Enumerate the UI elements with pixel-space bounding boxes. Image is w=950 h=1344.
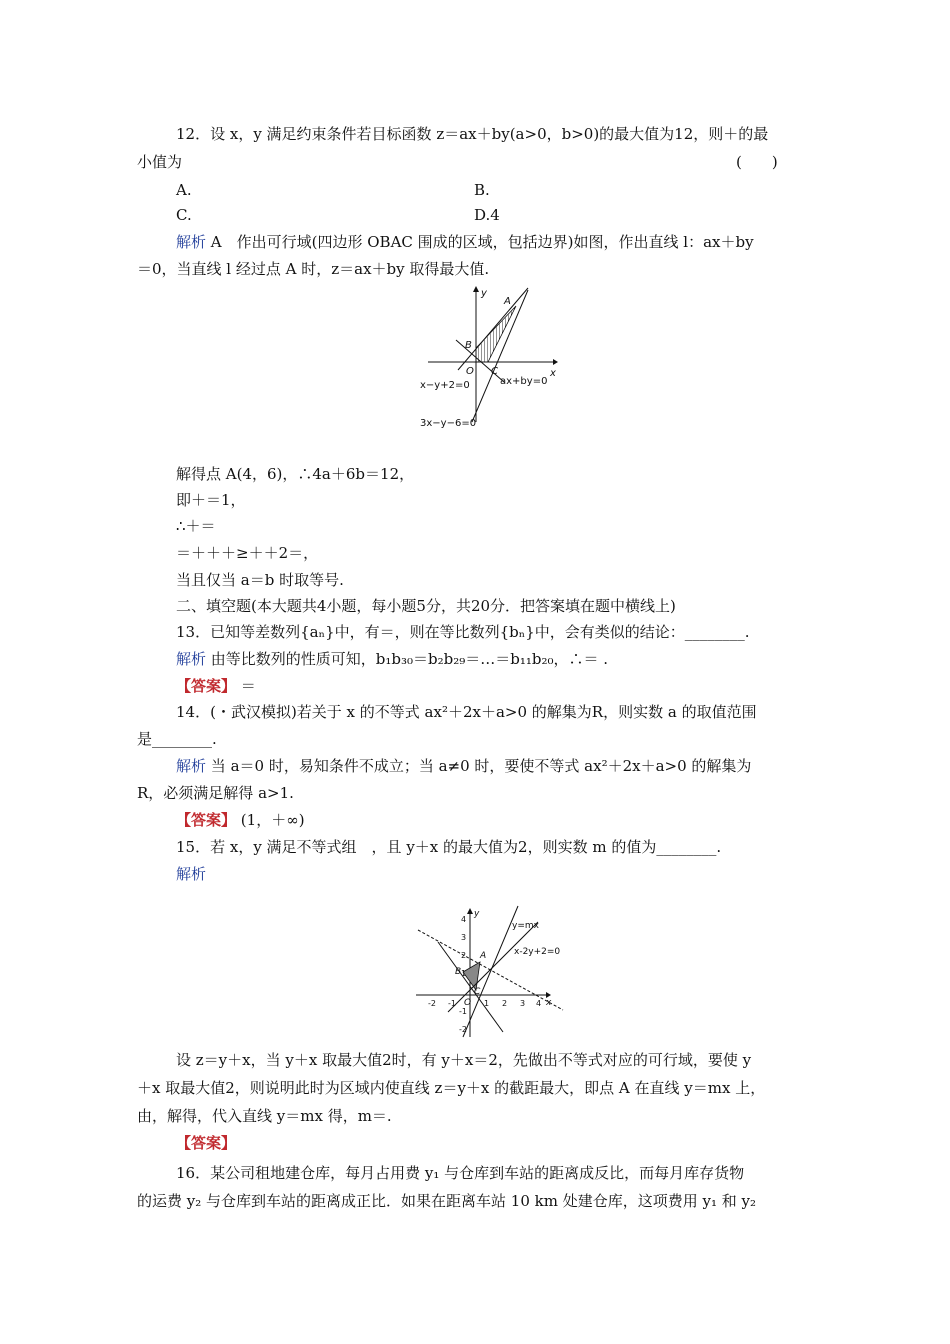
fig1-y-label: y [481,288,487,299]
fig2-xtick: 1 [484,999,490,1008]
fig2-x-label: x [546,998,552,1008]
q12-option-a: A. [176,181,192,199]
q14-answer-tag: 【答案】 [176,811,237,829]
fig1-point-c: C [491,366,498,377]
q13-solution [176,649,608,669]
section-2-heading: 二、填空题(本大题共4小题，每小题5分，共20分．把答案填在题中横线上) [176,597,676,615]
y-axis-arrow-icon [467,908,473,914]
q13-jiexi-label: 解析 [176,650,207,668]
q12-solution-line2: ＝0，当直线 l 经过点 A 时，z＝ax＋by 取得最大值. [137,260,490,278]
q12-solution-text1: A 作出可行域(四边形 OBAC 围成的区域，包括边界)如图，作出直线 l：ax＋by [210,233,754,251]
fig1-line-label-1: x−y+2=0 [420,380,470,391]
fig1-point-a: A [504,296,511,307]
fig2-xtick: 4 [536,999,542,1008]
q13-stem: 13．已知等差数列{aₙ}中，有＝，则在等比数列{bₙ}中，会有类似的结论：________. [176,623,750,641]
q13-answer-text: ＝ [240,677,256,695]
q15-solution-line2: ＋x 取最大值2，则说明此时为区域内使直线 z＝y＋x 的截距最大，即点 A 在直线 y＝mx 上， [137,1079,766,1097]
fig1-x-label: x [550,368,556,379]
q15-answer-tag: 【答案】 [176,1134,237,1152]
fig2-xtick: -1 [448,999,456,1008]
q12-feasible-region-figure [418,282,568,432]
fig1-point-b: B [465,340,472,351]
q14-solution-line1 [176,756,751,776]
q12-option-d: D.4 [474,206,500,224]
fig2-point-a: A [480,951,487,961]
q12-option-c: C. [176,206,192,224]
q12-option-b: B. [474,181,490,199]
q13-answer [176,676,256,696]
q16-line2: 的运费 y₂ 与仓库到车站的距离成正比．如果在距离车站 10 km 处建仓库，这项费用 y₁ 和 y₂ [137,1192,757,1210]
q13-solution-text: 由等比数列的性质可知，b₁b₃₀＝b₂b₂₉＝…＝b₁₁b₂₀，∴＝ . [210,650,609,668]
fig2-line-label-1: y=mx [512,921,539,931]
fig1-line-label-2: ax+by=0 [500,376,548,387]
q12-after-line5: 当且仅当 a＝b 时取等号. [176,571,344,589]
q15-jiexi-label: 解析 [176,865,207,883]
q12-stem-line2: 小值为 [137,153,183,171]
q14-solution-text1: 当 a＝0 时，易知条件不成立；当 a≠0 时，要使不等式 ax²＋2x＋a>0 的解集为 [210,757,752,775]
line-x-2y-2-dashed [418,930,563,1010]
q13-answer-tag: 【答案】 [176,677,237,695]
q12-after-line2: 即＋＝1， [176,491,246,509]
fig2-ytick: -2 [459,1025,467,1034]
fig2-ytick: 4 [461,915,467,924]
fig2-point-o: O [464,998,472,1008]
q12-answer-paren: ( ) [736,153,778,171]
fig2-ytick: -1 [459,1007,467,1016]
q14-answer [176,810,305,830]
q15-stem: 15．若 x，y 满足不等式组 ，且 y＋x 的最大值为2，则实数 m 的值为________. [176,838,722,856]
fig2-line-label-2: x-2y+2=0 [514,947,561,957]
fig2-ytick: 3 [461,933,467,942]
fig2-point-b: B [455,967,462,977]
q12-stem-line1: 12．设 x，y 满足约束条件若目标函数 z＝ax＋by(a>0，b>0)的最大值为12，则＋的最 [176,125,769,143]
line-x-y-2 [458,288,528,370]
fig2-ytick: 1 [461,969,467,978]
q15-solution-line3: 由，解得，代入直线 y＝mx 得，m＝. [137,1107,392,1125]
fig1-point-o: O [466,366,474,377]
q14-jiexi-label: 解析 [176,757,207,775]
x-axis-arrow-icon [553,359,558,365]
fig1-line-label-3: 3x−y−6=0 [420,418,477,429]
y-axis-arrow-icon [473,286,479,292]
q12-after-line4: ＝＋＋＋≥＋＋2＝， [176,544,319,562]
fig2-ytick: 2 [461,951,467,960]
q12-jiexi-label: 解析 [176,233,207,251]
q12-after-line3: ∴＋＝ [176,517,216,535]
feasible-region [476,306,516,362]
q14-stem-line2: 是________. [137,730,217,748]
fig2-point-c: C [474,987,481,997]
fig2-y-label: y [474,909,480,919]
q16-line1: 16．某公司租地建仓库，每月占用费 y₁ 与仓库到车站的距离成反比，而每月库存货物 [176,1164,745,1182]
q15-solution-line1: 设 z＝y＋x，当 y＋x 取最大值2时，有 y＋x＝2，先做出不等式对应的可行域，要使 y [176,1051,752,1069]
q14-answer-text: (1，＋∞) [240,811,305,829]
q14-stem-line1: 14．(・武汉模拟)若关于 x 的不等式 ax²＋2x＋a>0 的解集为R，则实数 a 的取值范围 [176,703,757,721]
fig2-xtick: 3 [520,999,526,1008]
fig2-xtick: -2 [428,999,436,1008]
q12-solution-line1 [176,232,754,252]
q15-feasible-region-figure [408,902,570,1042]
fig2-xtick: 2 [502,999,508,1008]
q12-after-line1: 解得点 A(4，6)，∴4a＋6b＝12， [176,465,415,483]
q14-solution-line2: R，必须满足解得 a>1. [137,784,294,802]
